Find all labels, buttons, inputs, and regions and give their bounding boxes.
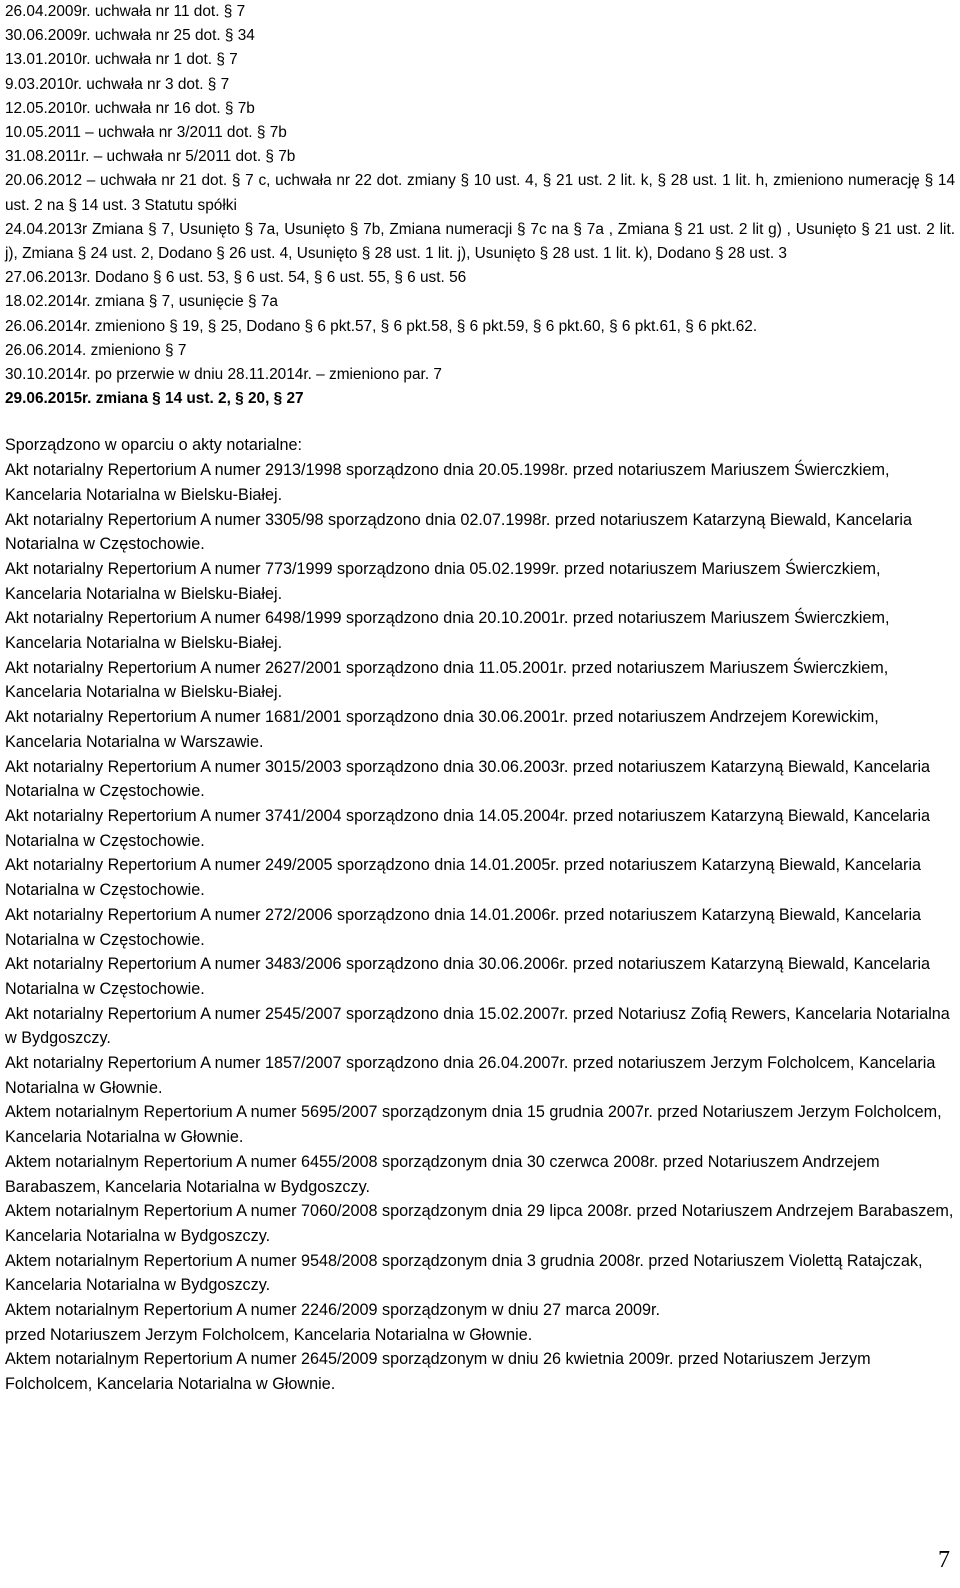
amendment-list [5,0,955,411]
amendment-entry: 10.05.2011 – uchwała nr 3/2011 dot. § 7b [5,124,287,142]
notarial-act-entry: Akt notarialny Repertorium A numer 3741/2004 sporządzono dnia 14.05.2004r. przed notariuszem Katarzyną Biewald, Kancelaria Notarialna w Częstochowie. [5,807,931,850]
amendment-entry: 27.06.2013r. Dodano § 6 ust. 53, § 6 ust. 54, § 6 ust. 55, § 6 ust. 56 [5,269,467,287]
notarial-act-entry: Akt notarialny Repertorium A numer 1857/2007 sporządzono dnia 26.04.2007r. przed notariuszem Jerzym Folcholcem, Kancelaria Notarialna w Głownie. [5,1054,936,1097]
amendment-entry: 26.06.2014r. zmieniono § 19, § 25, Dodano § 6 pkt.57, § 6 pkt.58, § 6 pkt.59, § 6 pkt.60, § 6 pkt.61, § 6 pkt.62. [5,317,758,335]
notarial-act-entry: Akt notarialny Repertorium A numer 2545/2007 sporządzono dnia 15.02.2007r. przed Notariusz Zofią Rewers, Kancelaria Notarialna w Bydgoszczy. [5,1004,950,1048]
notarial-act-entry: Akt notarialny Repertorium A numer 6498/1999 sporządzono dnia 20.10.2001r. przed notariuszem Mariuszem Świerczkiem, Kancelaria Notarialna w Bielsku-Białej. [5,609,890,653]
amendment-entry: 24.04.2013r Zmiana § 7, Usunięto § 7a, Usunięto § 7b, Zmiana numeracji § 7c na § 7a , Zmiana § 21 ust. 2 lit g) , Usunięto § 21 ust. 2 lit. j), Zmiana § 24 ust. 2, Dodano § 26 ust. 4, Usunięto § 28 ust. 1 lit. j), Usunięto § 28 ust. 1 lit. k), Dodano § 28 ust. 3 [5,220,955,263]
notarial-act-entry: Aktem notarialnym Repertorium A numer 2645/2009 sporządzonym w dniu 26 kwietnia 2009r. przed Notariuszem Jerzym Folcholcem, Kancelaria Notarialna w Głownie. [5,1350,871,1394]
notarial-act-entry: Akt notarialny Repertorium A numer 3305/98 sporządzono dnia 02.07.1998r. przed notariuszem Katarzyną Biewald, Kancelaria Notarialna w Częstochowie. [5,510,913,554]
notarial-act-entry: Akt notarialny Repertorium A numer 2913/1998 sporządzono dnia 20.05.1998r. przed notariuszem Mariuszem Świerczkiem, Kancelaria Notarialna w Bielsku-Białej. [5,461,890,504]
notarial-act-entry: Aktem notarialnym Repertorium A numer 7060/2008 sporządzonym dnia 29 lipca 2008r. przed Notariuszem Andrzejem Barabaszem, Kancelaria Notarialna w Bydgoszczy. [5,1202,954,1245]
notarial-acts-list [5,458,955,1397]
amendment-entry: 9.03.2010r. uchwała nr 3 dot. § 7 [5,75,230,93]
notarial-act-entry: Akt notarialny Repertorium A numer 773/1999 sporządzono dnia 05.02.1999r. przed notariuszem Mariuszem Świerczkiem, Kancelaria Notarialna w Bielsku-Białej. [5,559,881,603]
notarial-act-entry: Aktem notarialnym Repertorium A numer 9548/2008 sporządzonym dnia 3 grudnia 2008r. przed Notariuszem Violettą Ratajczak, Kancelaria Notarialna w Bydgoszczy. [5,1251,923,1295]
notarial-act-entry: Akt notarialny Repertorium A numer 2627/2001 sporządzono dnia 11.05.2001r. przed notariuszem Mariuszem Świerczkiem, Kancelaria Notarialna w Bielsku-Białej. [5,658,889,702]
notarial-acts-heading: Sporządzono w oparciu o akty notarialne: [5,436,302,455]
notarial-act-entry: Akt notarialny Repertorium A numer 249/2005 sporządzono dnia 14.01.2005r. przed notariuszem Katarzyną Biewald, Kancelaria Notarialna w Częstochowie. [5,856,922,900]
notarial-act-entry: Akt notarialny Repertorium A numer 3483/2006 sporządzono dnia 30.06.2006r. przed notariuszem Katarzyną Biewald, Kancelaria Notarialna w Częstochowie. [5,955,931,998]
amendment-entry: 31.08.2011r. – uchwała nr 5/2011 dot. § 7b [5,148,296,166]
amendment-entry: 26.04.2009r. uchwała nr 11 dot. § 7 [5,3,246,20]
notarial-act-entry: Aktem notarialnym Repertorium A numer 2246/2009 sporządzonym w dniu 27 marca 2009r. przed Notariuszem Jerzym Folcholcem, Kancelaria Notarialna w Głownie. [5,1301,661,1344]
amendment-entry: 26.06.2014. zmieniono § 7 [5,341,187,359]
notarial-act-entry: Akt notarialny Repertorium A numer 272/2006 sporządzono dnia 14.01.2006r. przed notariuszem Katarzyną Biewald, Kancelaria Notarialna w Częstochowie. [5,905,922,949]
notarial-act-entry: Akt notarialny Repertorium A numer 3015/2003 sporządzono dnia 30.06.2003r. przed notariuszem Katarzyną Biewald, Kancelaria Notarialna w Częstochowie. [5,757,931,801]
notarial-act-entry: Akt notarialny Repertorium A numer 1681/2001 sporządzono dnia 30.06.2001r. przed notariuszem Andrzejem Korewickim, Kancelaria Notarialna w Warszawie. [5,708,879,751]
notarial-acts-section [5,433,955,1396]
spacer [5,411,955,433]
amendment-entry: 30.10.2014r. po przerwie w dniu 28.11.2014r. – zmieniono par. 7 [5,366,442,384]
notarial-act-entry: Aktem notarialnym Repertorium A numer 6455/2008 sporządzonym dnia 30 czerwca 2008r. przed Notariuszem Andrzejem Barabaszem, Kancelaria Notarialna w Bydgoszczy. [5,1152,880,1196]
page-number: 7 [938,1547,950,1573]
amendment-entry: 13.01.2010r. uchwała nr 1 dot. § 7 [5,51,238,69]
amendment-entry: 12.05.2010r. uchwała nr 16 dot. § 7b [5,99,255,117]
amendment-entry: 30.06.2009r. uchwała nr 25 dot. § 34 [5,27,255,45]
notarial-act-entry: Aktem notarialnym Repertorium A numer 5695/2007 sporządzonym dnia 15 grudnia 2007r. przed Notariuszem Jerzym Folcholcem, Kancelaria Notarialna w Głownie. [5,1103,942,1147]
amendment-history [5,0,955,1397]
amendment-entry: 20.06.2012 – uchwała nr 21 dot. § 7 c, uchwała nr 22 dot. zmiany § 10 ust. 4, § 21 ust. 2 lit. k, § 28 ust. 1 lit. h, zmieniono numerację § 14 ust. 2 na § 14 ust. 3 Statutu spółki [5,172,955,214]
amendment-entry: 18.02.2014r. zmiana § 7, usunięcie § 7a [5,293,278,311]
amendment-entry: 29.06.2015r. zmiana § 14 ust. 2, § 20, § 27 [5,390,304,408]
